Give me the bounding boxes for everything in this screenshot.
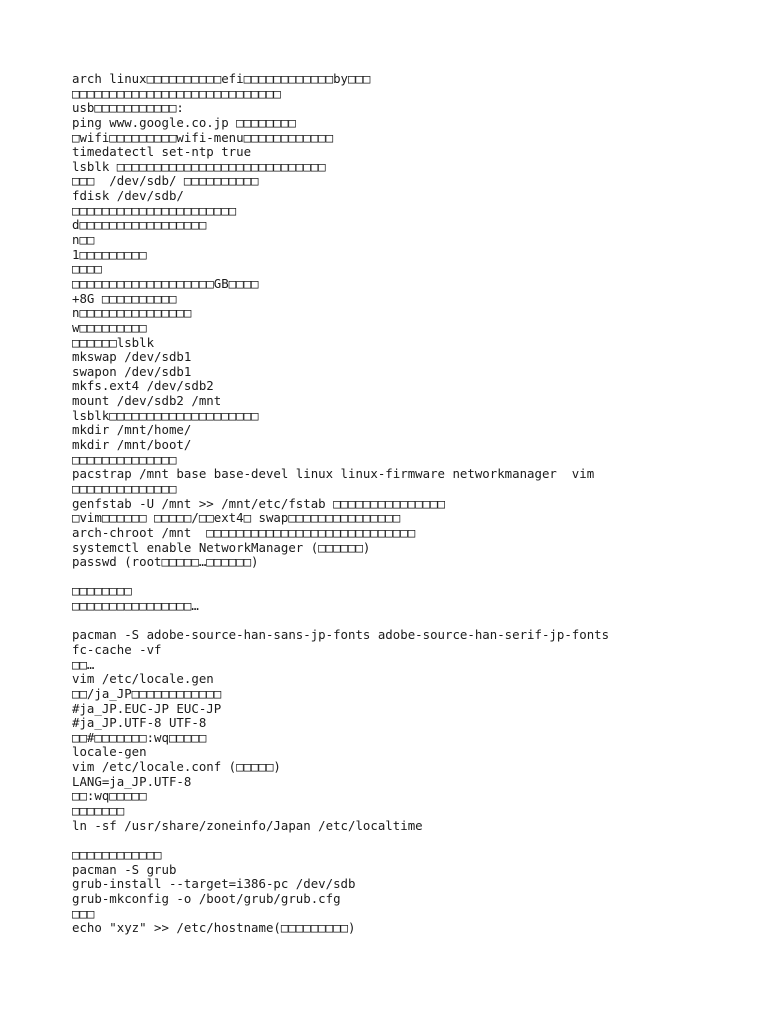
document-line: ln -sf /usr/share/zoneinfo/Japan /etc/localtime <box>72 818 423 833</box>
document-line: grub-mkconfig -o /boot/grub/grub.cfg <box>72 891 341 906</box>
document-line: +8G □□□□□□□□□□ <box>72 291 177 306</box>
document-line: □□□□□□□□□□□□□□□□□□□□□□ <box>72 203 237 218</box>
document-line: □□□□□□□□ <box>72 584 132 599</box>
document-line: □□□□□□□ <box>72 804 125 819</box>
document-line: vim /etc/locale.gen <box>72 672 214 687</box>
document-line: n□□ <box>72 233 95 248</box>
document-line: arch-chroot /mnt □□□□□□□□□□□□□□□□□□□□□□□□□□□□ <box>72 525 416 540</box>
document-line: 1□□□□□□□□□ <box>72 247 147 262</box>
document-line: □□□□□□□□□□□□ <box>72 847 162 862</box>
document-line: lsblk □□□□□□□□□□□□□□□□□□□□□□□□□□□□ <box>72 159 326 174</box>
document-line: □□:wq□□□□□ <box>72 789 147 804</box>
document-line: locale-gen <box>72 745 147 760</box>
document-line: □□□□□□□□□□□□□□ <box>72 481 177 496</box>
document-line: □□#□□□□□□□:wq□□□□□ <box>72 730 207 745</box>
document-body <box>72 72 752 936</box>
document-line: d□□□□□□□□□□□□□□□□□ <box>72 218 207 233</box>
document-line: arch linux□□□□□□□□□□efi□□□□□□□□□□□□by□□□ <box>72 72 371 86</box>
document-line: □□□□□□lsblk <box>72 335 155 350</box>
document-line: echo "xyz" >> /etc/hostname(□□□□□□□□□) <box>72 921 356 936</box>
document-line: □□/ja_JP□□□□□□□□□□□□ <box>72 686 222 701</box>
document-line: □□□ /dev/sdb/ □□□□□□□□□□ <box>72 174 259 189</box>
document-line: passwd (root□□□□□…□□□□□□) <box>72 555 259 570</box>
document-line: fc-cache -vf <box>72 642 162 657</box>
document-line: □wifi□□□□□□□□□wifi-menu□□□□□□□□□□□□ <box>72 130 334 145</box>
document-line: □□□□□□□□□□□□□□□□□□□□□□□□□□□□ <box>72 86 281 101</box>
document-line: #ja_JP.UTF-8 UTF-8 <box>72 716 207 731</box>
document-line: mkswap /dev/sdb1 <box>72 350 192 365</box>
document-line: pacman -S grub <box>72 862 177 877</box>
document-line: systemctl enable NetworkManager (□□□□□□) <box>72 540 371 555</box>
document-line: mount /dev/sdb2 /mnt <box>72 394 222 409</box>
document-page <box>72 72 752 936</box>
document-line: w□□□□□□□□□ <box>72 320 147 335</box>
document-line: □□□ <box>72 906 95 921</box>
document-line: mkdir /mnt/boot/ <box>72 438 192 453</box>
document-line: timedatectl set-ntp true <box>72 145 252 160</box>
document-line: #ja_JP.EUC-JP EUC-JP <box>72 701 222 716</box>
document-line <box>72 570 752 585</box>
document-line: fdisk /dev/sdb/ <box>72 189 184 204</box>
document-line: LANG=ja_JP.UTF-8 <box>72 774 192 789</box>
document-line: □□□□□□□□□□□□□□ <box>72 452 177 467</box>
document-line: n□□□□□□□□□□□□□□□ <box>72 306 192 321</box>
document-line: □vim□□□□□□ □□□□□/□□ext4□ swap□□□□□□□□□□□□□□□ <box>72 511 401 526</box>
document-line: □□… <box>72 657 95 672</box>
document-line: genfstab -U /mnt >> /mnt/etc/fstab □□□□□□□□□□□□□□□ <box>72 496 445 511</box>
document-line: grub-install --target=i386-pc /dev/sdb <box>72 877 356 892</box>
document-line: pacstrap /mnt base base-devel linux linux-firmware networkmanager vim <box>72 467 595 482</box>
document-line: swapon /dev/sdb1 <box>72 364 192 379</box>
document-line: □□□□□□□□□□□□□□□□… <box>72 599 199 614</box>
document-line <box>72 614 752 629</box>
document-line: vim /etc/locale.conf (□□□□□) <box>72 760 281 775</box>
document-line: mkfs.ext4 /dev/sdb2 <box>72 379 214 394</box>
document-line: ping www.google.co.jp □□□□□□□□ <box>72 115 296 130</box>
document-line: lsblk□□□□□□□□□□□□□□□□□□□□ <box>72 408 259 423</box>
document-line: usb□□□□□□□□□□□: <box>72 101 184 116</box>
document-line: □□□□□□□□□□□□□□□□□□□GB□□□□ <box>72 276 259 291</box>
document-line: □□□□ <box>72 262 102 277</box>
document-line <box>72 833 752 848</box>
document-line: pacman -S adobe-source-han-sans-jp-fonts adobe-source-han-serif-jp-fonts <box>72 628 610 643</box>
document-line: mkdir /mnt/home/ <box>72 423 192 438</box>
